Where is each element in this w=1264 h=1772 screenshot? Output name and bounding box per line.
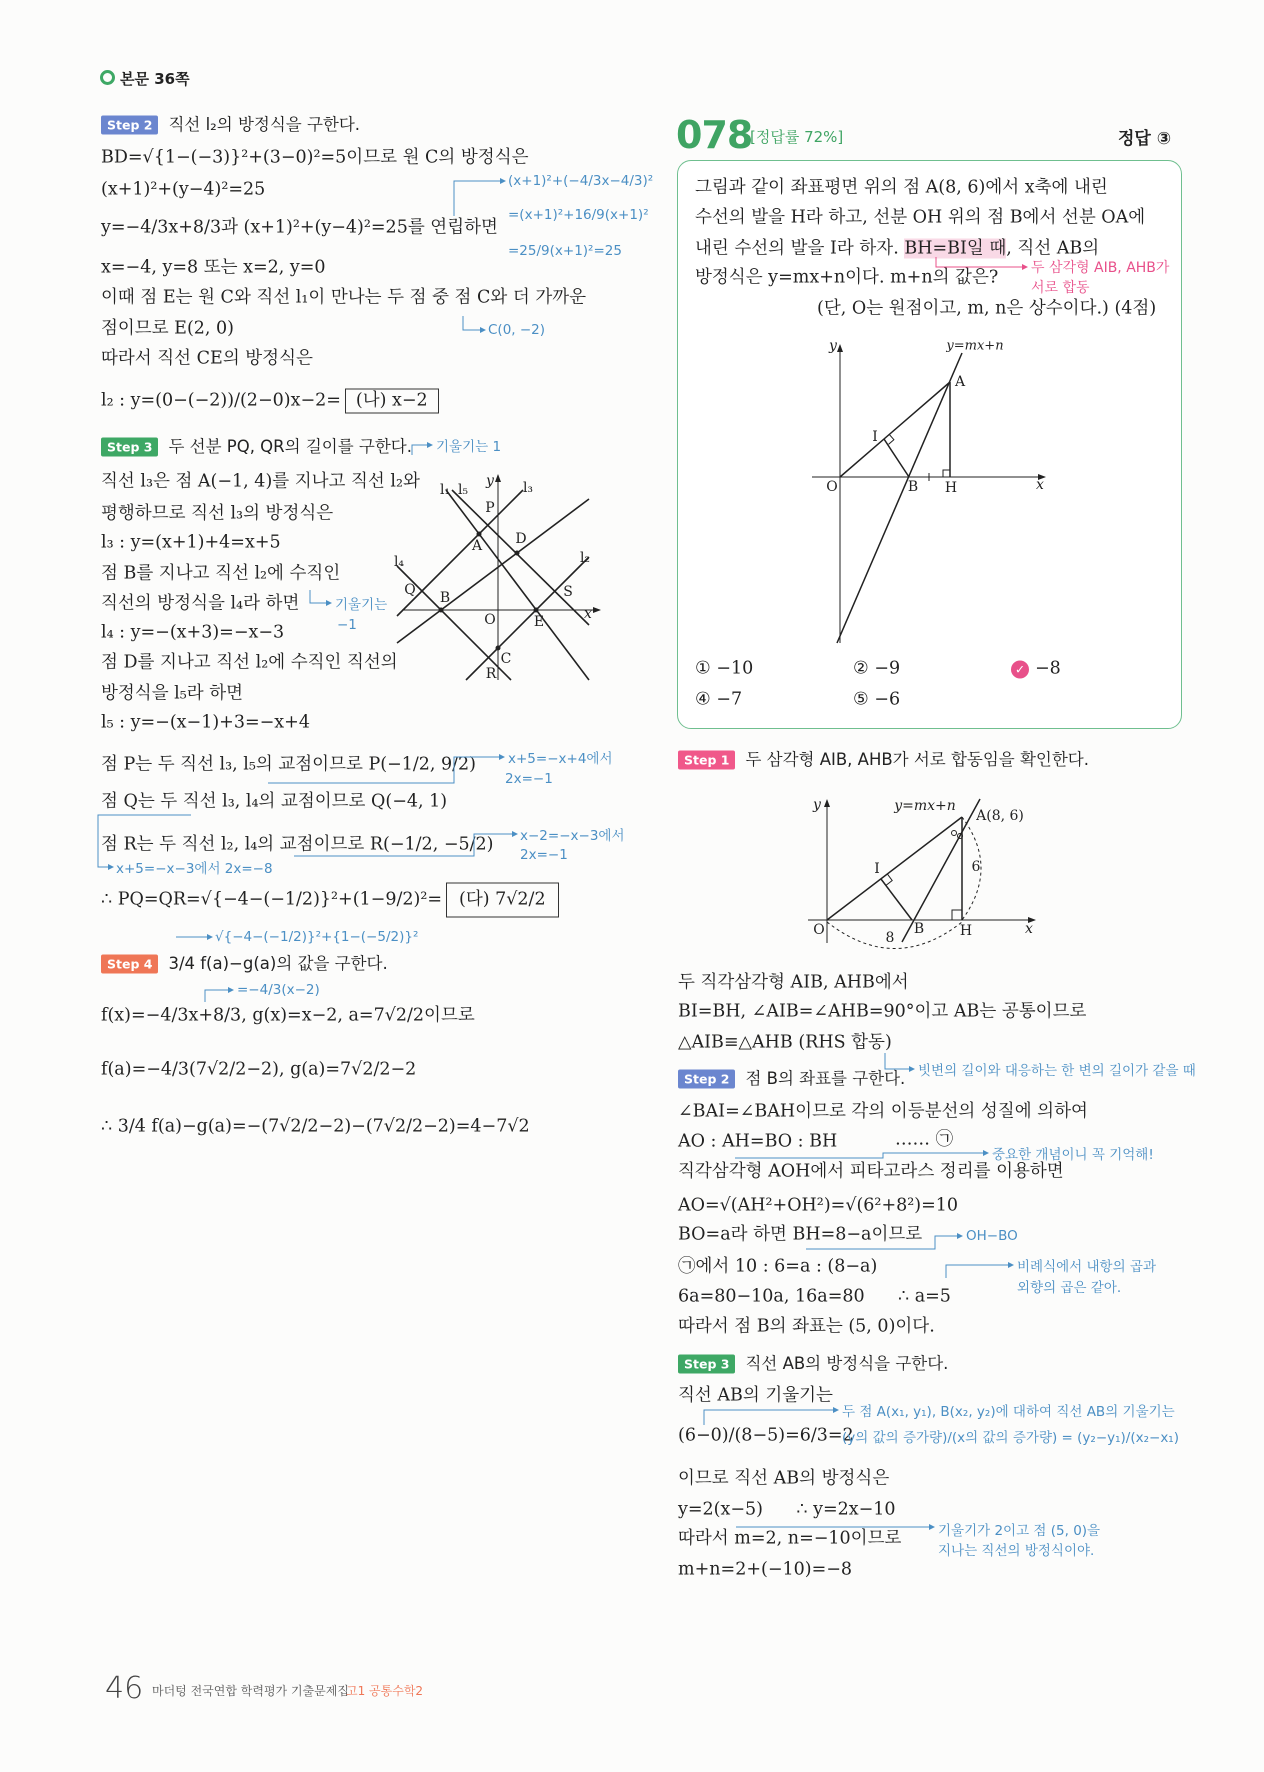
- side-note: x+5=−x+4에서: [508, 751, 613, 767]
- fig3-label-O: O: [813, 922, 825, 938]
- step2-badge: Step 2: [101, 116, 158, 135]
- side-note: =(x+1)²+16/9(x+1)²: [508, 207, 649, 223]
- side-note: 2x=−1: [520, 847, 568, 863]
- step1-badge: Step 1: [678, 751, 735, 770]
- text-line: 따라서 직선 CE의 방정식은: [101, 348, 313, 369]
- text-line: 방정식을 l₅라 하면: [101, 683, 244, 704]
- side-note: 빗변의 길이와 대응하는 한 변의 길이가 같을 때: [918, 1063, 1196, 1079]
- circle-bullet-icon: [100, 70, 115, 85]
- text-line: (6−0)/(8−5)=6/3=2: [678, 1425, 854, 1446]
- choice-value: −7: [716, 689, 743, 710]
- side-note: =−4/3(x−2): [237, 982, 320, 998]
- angle-mark: [952, 831, 957, 836]
- text-line: BD=√{1−(−3)}²+(3−0)²=5이므로 원 C의 방정식은: [101, 147, 529, 168]
- text-line: 점 Q는 두 직선 l₃, l₄의 교점이므로 Q(−4, 1): [101, 791, 448, 812]
- text-line: m+n=2+(−10)=−8: [678, 1559, 853, 1580]
- step3b-heading: [678, 1354, 948, 1375]
- fig1-label-l1: l₁: [439, 482, 451, 498]
- fig1-label-B: B: [439, 590, 451, 606]
- fig3-label-B: B: [913, 921, 925, 937]
- pq-equation: ∴ PQ=QR=√{−4−(−1/2)}²+(1−9/2)²=: [101, 889, 443, 910]
- question-text: , 직선 AB의: [1006, 238, 1100, 259]
- step3-heading: [101, 437, 412, 458]
- text-line: y=−4/3x+8/3과 (x+1)²+(y−4)²=25를 연립하면: [101, 217, 498, 238]
- fig3-label-line: y=mx+n: [894, 798, 956, 814]
- side-note: C(0, −2): [488, 322, 546, 338]
- fig1-label-O: O: [484, 612, 496, 628]
- choice-1[interactable]: [695, 659, 753, 680]
- text-line: l₄ : y=−(x+3)=−x−3: [101, 622, 285, 643]
- fig1-label-l2: l₂: [579, 550, 591, 566]
- fig3-label-H: H: [959, 923, 973, 939]
- fig2-label-y: y: [829, 338, 837, 354]
- point-A: [477, 532, 482, 537]
- text-line: BI=BH, ∠AIB=∠AHB=90°이고 AB는 공통이므로: [678, 1001, 1087, 1022]
- side-note: 2x=−1: [505, 771, 553, 787]
- fig2-label-H: H: [944, 480, 958, 496]
- point-E: [534, 608, 539, 613]
- step1-heading: [678, 750, 1089, 771]
- fig2-label-O: O: [826, 479, 838, 495]
- text-line: (x+1)²+(y−4)²=25: [101, 179, 266, 200]
- text-line: 평행하므로 직선 l₃의 방정식은: [101, 503, 334, 524]
- side-note: (x+1)²+(−4/3x−4/3)²: [508, 173, 654, 189]
- fig1-label-A: A: [471, 538, 483, 554]
- step2b-badge: Step 2: [678, 1070, 735, 1089]
- choice-value: −9: [874, 658, 901, 679]
- text-line: l₃ : y=(x+1)+4=x+5: [101, 532, 281, 553]
- step3b-badge: Step 3: [678, 1355, 735, 1374]
- text-line: 두 직각삼각형 AIB, AHB에서: [678, 972, 909, 993]
- point-B: [439, 608, 444, 613]
- fig1-label-Q: Q: [404, 582, 416, 598]
- text-line: ∴ 3/4 f(a)−g(a)=−(7√2/2−2)−(7√2/2−2)=4−7√2: [101, 1116, 530, 1137]
- fig3-label-I: I: [874, 861, 880, 877]
- fig1-label-D: D: [515, 531, 527, 547]
- point-C: [496, 646, 501, 651]
- step1-title: 두 삼각형 AIB, AHB가 서로 합동임을 확인한다.: [745, 750, 1089, 770]
- fig3-label-length-8: 8: [885, 930, 895, 946]
- text-line: 이므로 직선 AB의 방정식은: [678, 1468, 890, 1489]
- book-title: 마더텅 전국연합 학력평가 기출문제집: [152, 1684, 349, 1698]
- fig1-label-y: y: [486, 473, 494, 489]
- fig1-label-S: S: [563, 584, 573, 600]
- text-line: 점 P는 두 직선 l₃, l₅의 교점이므로 P(−1/2, 9/2): [101, 754, 477, 775]
- right-angle-H: [952, 910, 962, 920]
- page-number: 46: [105, 1671, 144, 1706]
- text-line: 점 R는 두 직선 l₂, l₄의 교점이므로 R(−1/2, −5/2): [101, 834, 494, 855]
- choice-number: ②: [853, 658, 869, 679]
- step3b-title: 직선 AB의 방정식을 구한다.: [745, 1354, 949, 1374]
- step2-heading: [101, 115, 360, 136]
- segment-BI: [881, 879, 912, 920]
- choice-2[interactable]: [853, 659, 900, 680]
- text-line: 점이므로 E(2, 0): [101, 318, 235, 339]
- fig1-label-E: E: [533, 614, 545, 630]
- choice-value: −6: [874, 689, 901, 710]
- fig2-label-A: A: [954, 374, 966, 390]
- figure-lines-intersections: [397, 475, 600, 680]
- fig3-label-y: y: [813, 797, 821, 813]
- highlighted-condition: BH=BI일 때: [904, 238, 1007, 259]
- choice-number: ④: [695, 689, 711, 710]
- text-line: [101, 389, 439, 414]
- right-angle-I: [886, 874, 892, 885]
- step3-title: 두 선분 PQ, QR의 길이를 구한다.: [168, 437, 412, 457]
- text-line: [101, 883, 559, 918]
- side-note: x−2=−x−3에서: [520, 828, 625, 844]
- l2-equation: l₂ : y=(0−(−2))/(2−0)x−2=: [101, 390, 341, 411]
- choice-4[interactable]: [695, 690, 742, 711]
- text-line: ∠BAI=∠BAH이므로 각의 이등분선의 성질에 의하여: [678, 1101, 1088, 1122]
- fig2-label-x: x: [1036, 477, 1044, 493]
- choice-number: ①: [695, 658, 711, 679]
- text-line: 점 D를 지나고 직선 l₂에 수직인 직선의: [101, 652, 398, 673]
- text-line: 따라서 m=2, n=−10이므로: [678, 1528, 902, 1549]
- side-note: =25/9(x+1)²=25: [508, 243, 622, 259]
- step3-badge: Step 3: [101, 438, 158, 457]
- book-subtitle: 고1 공통수학2: [346, 1684, 424, 1698]
- choice-3-correct[interactable]: [1011, 659, 1061, 680]
- answer-label: 정답 ③: [1118, 129, 1172, 149]
- fig1-label-P: P: [485, 500, 495, 516]
- equation-marker: …… ㉠: [895, 1129, 954, 1150]
- problem-number: 078: [676, 113, 753, 157]
- side-note: 중요한 개념이니 꼭 기억해!: [992, 1147, 1154, 1163]
- step4-title: 3/4 f(a)−g(a)의 값을 구한다.: [168, 954, 388, 974]
- text-line: f(x)=−4/3x+8/3, g(x)=x−2, a=7√2/2이므로: [101, 1005, 475, 1026]
- side-note: −1: [337, 617, 357, 633]
- text-line: y=2(x−5) ∴ y=2x−10: [678, 1499, 896, 1520]
- text-line: BO=a라 하면 BH=8−a이므로: [678, 1224, 923, 1245]
- text-line: △AIB≡△AHB (RHS 합동): [678, 1032, 892, 1053]
- choice-5[interactable]: [853, 690, 900, 711]
- answer-box-na: (나) x−2: [345, 389, 439, 414]
- text-line: 6a=80−10a, 16a=80 ∴ a=5: [678, 1286, 951, 1307]
- fig1-label-l4: l₄: [393, 554, 405, 570]
- side-note: √{−4−(−1/2)}²+{1−(−5/2)}²: [215, 929, 419, 945]
- text-line: 이때 점 E는 원 C와 직선 l₁이 만나는 두 점 중 점 C와 더 가까운: [101, 287, 587, 308]
- text-line: 직선의 방정식을 l₄라 하면: [101, 593, 300, 614]
- check-mark-icon: ✓: [1011, 661, 1029, 679]
- side-note: 기울기는: [335, 597, 388, 613]
- text-line: 직선 AB의 기울기는: [678, 1385, 833, 1406]
- text-line: 직각삼각형 AOH에서 피타고라스 정리를 이용하면: [678, 1161, 1064, 1182]
- question-line: 그림과 같이 좌표평면 위의 점 A(8, 6)에서 x축에 내린: [695, 177, 1108, 198]
- side-note: 기울기는 1: [436, 439, 502, 455]
- text-line: l₅ : y=−(x−1)+3=−x+4: [101, 712, 310, 733]
- step4-badge: Step 4: [101, 955, 158, 974]
- text-line: ㉠에서 10 : 6=a : (8−a): [678, 1256, 878, 1277]
- text-line: f(a)=−4/3(7√2/2−2), g(a)=7√2/2−2: [101, 1059, 417, 1080]
- pink-note: 서로 합동: [1031, 280, 1090, 296]
- step2b-title: 점 B의 좌표를 구한다.: [745, 1069, 906, 1089]
- section-reference: [100, 68, 190, 89]
- fig1-label-x: x: [584, 606, 592, 622]
- fig3-label-length-6: 6: [971, 859, 981, 875]
- pink-note: 두 삼각형 AIB, AHB가: [1031, 260, 1170, 276]
- side-note: 두 점 A(x₁, y₁), B(x₂, y₂)에 대하여 직선 AB의 기울기는: [842, 1404, 1175, 1420]
- side-note: OH−BO: [966, 1228, 1018, 1244]
- text-line: x=−4, y=8 또는 x=2, y=0: [101, 257, 326, 278]
- text-line: 직선 l₃은 점 A(−1, 4)를 지나고 직선 l₂와: [101, 471, 420, 492]
- point-D: [515, 551, 520, 556]
- segment-OA: [827, 817, 962, 920]
- angle-mark: [958, 834, 963, 839]
- line-l3: [397, 490, 523, 616]
- answer-box-da: (다) 7√2/2: [446, 883, 559, 918]
- fig1-label-R: R: [485, 666, 497, 682]
- side-note: 외향의 곱은 같아.: [1017, 1280, 1122, 1296]
- step2-title: 직선 l₂의 방정식을 구한다.: [168, 115, 361, 135]
- question-text: 내린 수선의 발을 I라 하자.: [695, 238, 899, 259]
- question-line: 방정식은 y=mx+n이다. m+n의 값은?: [695, 267, 999, 288]
- side-note: 비례식에서 내항의 곱과: [1017, 1259, 1156, 1275]
- text-line: 점 B를 지나고 직선 l₂에 수직인: [101, 563, 341, 584]
- step4-heading: [101, 954, 388, 975]
- side-note: x+5=−x−3에서 2x=−8: [116, 861, 273, 877]
- choice-number: ⑤: [853, 689, 869, 710]
- fig1-label-l5: l₅: [457, 482, 469, 498]
- section-ref-text: 본문 36쪽: [120, 70, 190, 88]
- step2b-heading: [678, 1069, 905, 1090]
- text-line: 따라서 점 B의 좌표는 (5, 0)이다.: [678, 1316, 935, 1337]
- question-line: 수선의 발을 H라 하고, 선분 OH 위의 점 B에서 선분 OA에: [695, 207, 1146, 228]
- text-line: AO : AH=BO : BH: [678, 1131, 838, 1152]
- side-note: 기울기가 2이고 점 (5, 0)을: [938, 1523, 1101, 1539]
- fig3-label-A: A(8, 6): [976, 808, 1024, 824]
- fig1-label-l3: l₃: [522, 480, 534, 496]
- fig1-label-C: C: [500, 651, 512, 667]
- side-note: (y의 값의 증가량)/(x의 값의 증가량) = (y₂−y₁)/(x₂−x₁): [842, 1430, 1179, 1446]
- fig2-label-I: I: [872, 429, 878, 445]
- text-line: AO=√(AH²+OH²)=√(6²+8²)=10: [678, 1195, 959, 1216]
- accuracy-rate: [정답률 72%]: [750, 128, 844, 146]
- question-condition: (단, O는 원점이고, m, n은 상수이다.) (4점): [817, 298, 1157, 319]
- side-note: 지나는 직선의 방정식이야.: [938, 1543, 1095, 1559]
- arc-OH: [827, 922, 962, 949]
- fig3-label-x: x: [1025, 921, 1033, 937]
- choice-value: −10: [716, 658, 754, 679]
- fig2-label-line: y=mx+n: [946, 338, 1004, 354]
- line-l5: [452, 490, 589, 625]
- fig2-label-B: B: [907, 479, 919, 495]
- choice-value: −8: [1035, 658, 1061, 679]
